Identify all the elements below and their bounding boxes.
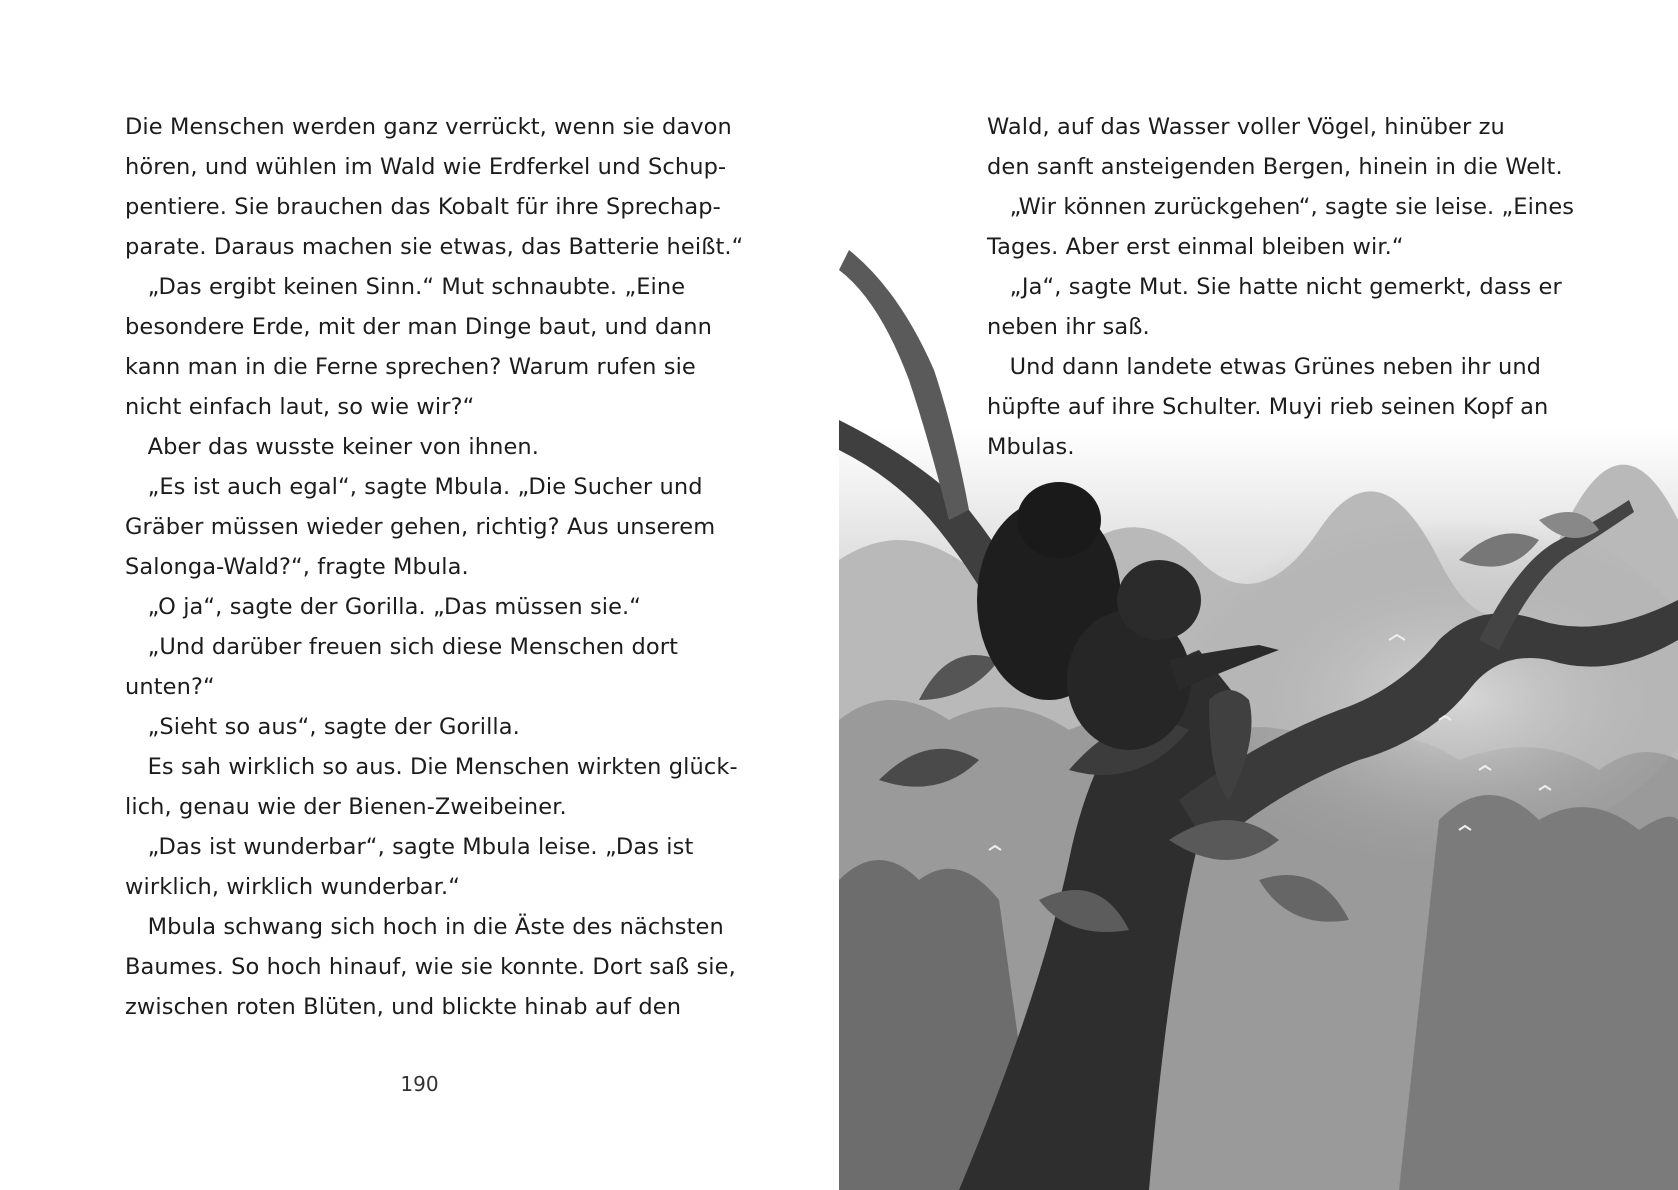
- young-chimp-head: [1117, 560, 1201, 640]
- text-line: Es sah wirklich so aus. Die Menschen wirkten glück-: [125, 754, 738, 780]
- text-line: Mbula schwang sich hoch in die Äste des nächsten: [125, 914, 724, 940]
- text-line: unten?“: [125, 674, 215, 700]
- text-line: „Es ist auch egal“, sagte Mbula. „Die Sucher und: [125, 474, 703, 500]
- text-line: Aber das wusste keiner von ihnen.: [125, 434, 540, 460]
- text-line: lich, genau wie der Bienen-Zweibeiner.: [125, 794, 567, 820]
- text-line: pentiere. Sie brauchen das Kobalt für ihre Sprechap-: [125, 194, 721, 220]
- text-line: wirklich, wirklich wunderbar.“: [125, 874, 460, 900]
- text-line: „O ja“, sagte der Gorilla. „Das müssen sie.“: [125, 594, 642, 620]
- near-canopy-right: [1399, 795, 1678, 1190]
- text-line: hören, und wühlen im Wald wie Erdferkel und Schup-: [125, 154, 727, 180]
- text-line: zwischen roten Blüten, und blickte hinab auf den: [125, 994, 682, 1020]
- text-line: kann man in die Ferne sprechen? Warum rufen sie: [125, 354, 696, 380]
- adult-chimp-head: [1017, 482, 1101, 558]
- text-line: Mbulas.: [987, 434, 1075, 460]
- page-number: 190: [400, 1072, 439, 1096]
- text-line: Tages. Aber erst einmal bleiben wir.“: [987, 234, 1404, 260]
- text-line: Wald, auf das Wasser voller Vögel, hinüber zu: [987, 114, 1505, 140]
- text-line: parate. Daraus machen sie etwas, das Batterie heißt.“: [125, 234, 744, 260]
- right-page-text: [987, 107, 1587, 467]
- text-line: den sanft ansteigenden Bergen, hinein in die Welt.: [987, 154, 1563, 180]
- text-line: „Ja“, sagte Mut. Sie hatte nicht gemerkt, dass er: [987, 274, 1562, 300]
- text-line: Baumes. So hoch hinauf, wie sie konnte. Dort saß sie,: [125, 954, 736, 980]
- text-line: „Das ergibt keinen Sinn.“ Mut schnaubte. „Eine: [125, 274, 686, 300]
- text-line: nicht einfach laut, so wie wir?“: [125, 394, 475, 420]
- text-line: „Das ist wunderbar“, sagte Mbula leise. „Das ist: [125, 834, 694, 860]
- text-line: hüpfte auf ihre Schulter. Muyi rieb seinen Kopf an: [987, 394, 1549, 420]
- text-line: Die Menschen werden ganz verrückt, wenn sie davon: [125, 114, 732, 140]
- left-page-text: [125, 107, 744, 1027]
- text-line: „Sieht so aus“, sagte der Gorilla.: [125, 714, 520, 740]
- text-line: Gräber müssen wieder gehen, richtig? Aus unserem: [125, 514, 716, 540]
- text-line: Und dann landete etwas Grünes neben ihr und: [987, 354, 1542, 380]
- right-page: [839, 0, 1678, 1190]
- text-line: Salonga-Wald?“, fragte Mbula.: [125, 554, 469, 580]
- text-line: besondere Erde, mit der man Dinge baut, und dann: [125, 314, 712, 340]
- text-line: neben ihr saß.: [987, 314, 1150, 340]
- text-line: „Wir können zurückgehen“, sagte sie leise. „Eines: [987, 194, 1575, 220]
- text-line: „Und darüber freuen sich diese Menschen dort: [125, 634, 679, 660]
